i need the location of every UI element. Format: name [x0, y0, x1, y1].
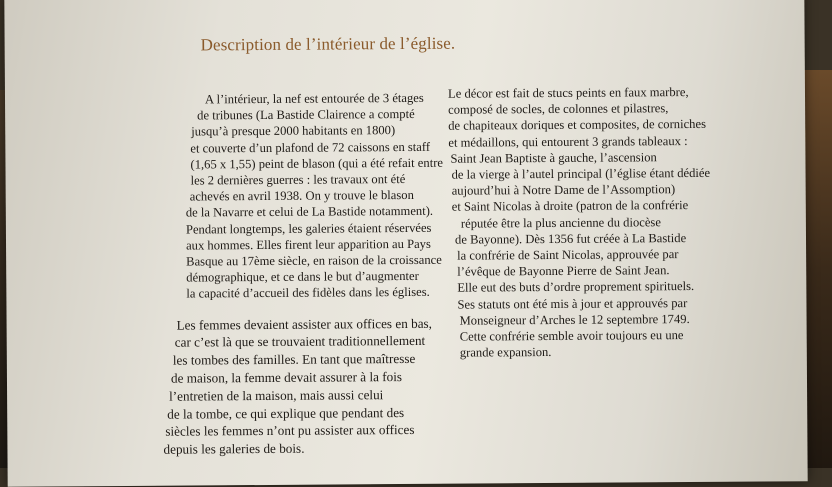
text-line: Monseigneur d’Arches le 12 septembre 1749. [459, 311, 690, 328]
information-panel [4, 0, 807, 487]
text-line: la capacité d’accueil des fidèles dans les églises. [186, 285, 430, 301]
text-line: (1,65 x 1,55) peint de blason (qui a été refait entre [190, 155, 444, 172]
text-line: de la Navarre et celui de La Bastide notamment). [185, 204, 434, 220]
text-line: les tombes des familles. En tant que maîtresse [172, 351, 416, 368]
text-line: Saint Jean Baptiste à gauche, l’ascension [450, 150, 657, 166]
text-line: depuis les galeries de bois. [163, 440, 305, 457]
panel-title: Description de l’intérieur de l’église. [200, 33, 456, 55]
text-line: et Saint Nicolas à droite (patron de la confrérie [451, 198, 689, 215]
text-line: l’évêque de Bayonne Pierre de Saint Jean. [457, 263, 670, 279]
text-line: de la vierge à l’autel principal (l’église étant dédiée [451, 165, 711, 182]
text-line: aujourd’hui à Notre Dame de l’Assomption) [451, 182, 676, 198]
text-line: de chapiteaux doriques et composites, de corniches [448, 117, 707, 134]
left-paragraph-1 [185, 90, 444, 302]
text-line: Les femmes devaient assister aux offices en bas, [176, 315, 433, 333]
left-text-column [163, 90, 444, 459]
text-line: de maison, la femme devait assurer à la fois [170, 369, 403, 386]
text-line: jusqu’à presque 2000 habitants en 1800) [191, 123, 396, 139]
text-line: l’entretien de la maison, mais aussi celui [169, 386, 384, 404]
text-line: réputée être la plus ancienne du diocèse [460, 214, 661, 231]
right-text-column [448, 84, 712, 361]
text-line: siècles les femmes n’ont pu assister aux offices [165, 422, 415, 440]
text-line: car c’est là que se trouvaient traditionnellement [174, 333, 426, 351]
text-line: et couverte d’un plafond de 72 caissons en staff [190, 139, 431, 156]
text-line: grande expansion. [459, 345, 552, 360]
text-line: achevés en avril 1938. On y trouve le blason [189, 188, 414, 204]
text-line: aux hommes. Elles firent leur apparition au Pays [185, 236, 431, 253]
right-paragraph-1 [448, 84, 712, 361]
text-line: composé de socles, de colonnes et pilastres, [448, 101, 669, 117]
text-line: Cette confrérie semble avoir toujours eu une [459, 328, 684, 344]
text-line: et médaillons, qui entourent 3 grands tableaux : [448, 133, 688, 150]
text-line: la confrérie de Saint Nicolas, approuvée par [457, 247, 679, 263]
text-line: les 2 dernières guerres : les travaux ont été [190, 172, 406, 188]
text-line: A l’intérieur, la nef est entourée de 3 étages [204, 90, 424, 107]
text-line: Elle eut des buts d’ordre proprement spirituels. [457, 279, 695, 296]
text-line: démographique, et ce dans le but d’augmenter [186, 269, 419, 285]
text-line: de tribunes (La Bastide Clairence a compté [197, 107, 415, 123]
text-line: de la tombe, ce qui explique que pendant des [167, 404, 405, 422]
text-line: Ses statuts ont été mis à jour et approuvés par [457, 295, 688, 312]
text-line: de Bayonne). Dès 1356 fut créée à La Bastide [454, 230, 687, 247]
text-line: Pendant longtemps, les galeries étaient réservées [185, 220, 432, 237]
left-paragraph-2 [163, 314, 438, 458]
text-line: Le décor est fait de stucs peints en faux marbre, [447, 85, 689, 101]
text-line: Basque au 17ème siècle, en raison de la croissance [186, 252, 442, 269]
